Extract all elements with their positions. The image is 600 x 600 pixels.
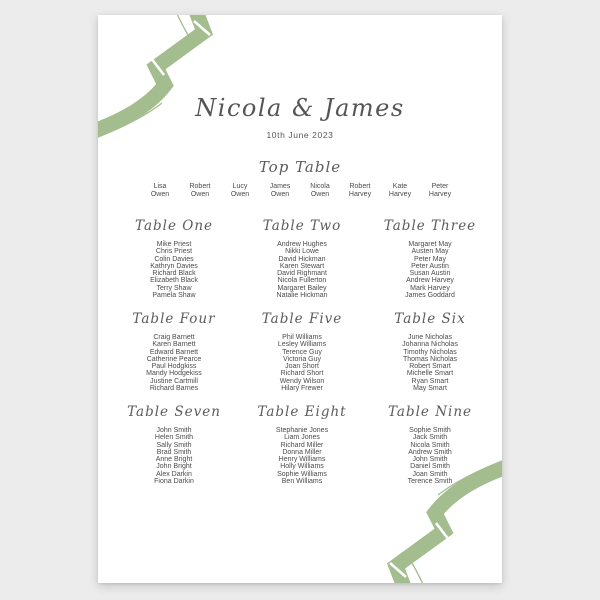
guest-name: Justine Cartmill xyxy=(150,377,198,385)
top-table-guest-row xyxy=(98,183,502,199)
guest-name: Richard Short xyxy=(280,370,324,378)
guest-name: Alex Darkin xyxy=(156,470,192,478)
guest-list xyxy=(366,241,494,299)
guest-name: Peter Austin xyxy=(411,262,449,270)
guest-name: Chris Priest xyxy=(155,248,193,256)
top-table-guest: Peter Harvey xyxy=(428,183,452,198)
guest-list xyxy=(110,241,238,299)
guest-name: Joan Short xyxy=(285,363,319,371)
guest-name: Donna Miller xyxy=(282,448,322,456)
guest-name: Sally Smith xyxy=(156,441,192,449)
guest-name: David Hickman xyxy=(278,255,326,263)
table-heading: Table One xyxy=(135,218,213,234)
guest-name: John Smith xyxy=(156,427,192,434)
wedding-date: 10th June 2023 xyxy=(266,130,334,140)
guest-name: Nikki Lowe xyxy=(285,248,319,256)
table-heading: Table Eight xyxy=(257,404,347,420)
guest-name: Helen Smith xyxy=(154,434,194,442)
guest-list xyxy=(110,427,238,485)
guest-name: Johanna Nicholas xyxy=(402,341,458,349)
table-block xyxy=(110,404,238,497)
guest-name: Hilary Frewer xyxy=(281,385,323,393)
guest-name: James Goddard xyxy=(405,292,455,300)
guest-name: Margaret Bailey xyxy=(277,284,327,292)
guest-name: Terence Smith xyxy=(407,478,453,486)
table-block xyxy=(366,404,494,497)
guest-name: Elizabeth Black xyxy=(150,277,198,285)
guest-name: Austen May xyxy=(411,248,449,256)
card-header xyxy=(98,95,502,140)
top-table-guest: Robert Owen xyxy=(189,183,211,198)
guest-name: Margaret May xyxy=(408,241,452,248)
guest-name: Edward Barnett xyxy=(149,348,199,356)
guest-name: Nicola Smith xyxy=(410,441,450,449)
table-plan-card xyxy=(98,15,502,583)
guest-name: John Smith xyxy=(412,456,448,464)
guest-name: Joan Smith xyxy=(412,470,448,478)
guest-name: Andrew Harvey xyxy=(406,277,454,285)
guest-list xyxy=(238,241,366,299)
top-table-guest: Kate Harvey xyxy=(388,183,412,198)
guest-name: Michelle Smart xyxy=(406,370,454,378)
guest-name: Andrew Hughes xyxy=(277,241,327,248)
guest-list xyxy=(238,334,366,392)
table-heading: Table Nine xyxy=(387,404,473,420)
guest-name: Thomas Nicholas xyxy=(402,355,458,363)
guest-name: Terry Shaw xyxy=(156,284,192,292)
table-heading: Table Four xyxy=(132,311,216,327)
guest-name: Sophie Williams xyxy=(277,470,327,478)
table-heading: Table Three xyxy=(383,218,477,234)
guest-name: Kathryn Davies xyxy=(150,262,198,270)
table-heading: Table Seven xyxy=(127,404,221,420)
top-table-section xyxy=(98,159,502,199)
tables-grid xyxy=(110,218,494,497)
table-block xyxy=(238,404,366,497)
guest-name: June Nicholas xyxy=(408,334,452,341)
table-block xyxy=(110,218,238,311)
table-block xyxy=(366,311,494,404)
top-table-guest: Lisa Owen xyxy=(150,183,170,198)
guest-name: Stephanie Jones xyxy=(275,427,329,434)
guest-name: Wendy Wilson xyxy=(279,377,325,385)
guest-name: Holly Williams xyxy=(280,463,324,471)
guest-name: Paul Hodgkiss xyxy=(151,363,197,371)
guest-name: Richard Miller xyxy=(280,441,324,449)
guest-name: Anne Bright xyxy=(155,456,193,464)
top-table-guest: Robert Harvey xyxy=(348,183,372,198)
couple-names-title: Nicola & James xyxy=(195,94,405,122)
guest-name: Fiona Darkin xyxy=(154,478,194,486)
table-heading: Table Six xyxy=(394,311,466,327)
guest-name: Ben Williams xyxy=(281,478,323,486)
guest-name: Mark Harvey xyxy=(410,284,450,292)
guest-list xyxy=(366,427,494,485)
guest-name: Phil Williams xyxy=(282,334,322,341)
guest-name: David Righmant xyxy=(277,270,327,278)
guest-name: Craig Barnett xyxy=(153,334,195,341)
guest-name: Nicola Fullerton xyxy=(277,277,327,285)
guest-name: May Smart xyxy=(413,385,447,393)
guest-name: Mandy Hodgekiss xyxy=(146,370,202,378)
guest-name: Lesley Williams xyxy=(277,341,327,349)
guest-name: Brad Smith xyxy=(156,448,192,456)
guest-name: Peter May xyxy=(414,255,446,263)
guest-name: Liam Jones xyxy=(284,434,320,442)
guest-name: Karen Stewart xyxy=(279,262,325,270)
table-block xyxy=(110,311,238,404)
guest-name: Colin Davies xyxy=(154,255,194,263)
table-heading: Table Two xyxy=(262,218,342,234)
top-table-guest: Lucy Owen xyxy=(230,183,250,198)
guest-name: Andrew Smith xyxy=(408,448,452,456)
table-block xyxy=(238,311,366,404)
guest-name: Sophie Smith xyxy=(409,427,451,434)
top-table-guest: James Owen xyxy=(269,183,291,198)
guest-name: Pamela Shaw xyxy=(152,292,196,300)
guest-name: Susan Austin xyxy=(409,270,451,278)
table-block xyxy=(238,218,366,311)
guest-list xyxy=(110,334,238,392)
top-table-guest: Nicola Owen xyxy=(310,183,330,198)
guest-name: Karen Barnett xyxy=(152,341,196,349)
guest-name: Mike Priest xyxy=(156,241,192,248)
guest-name: Daniel Smith xyxy=(410,463,450,471)
table-heading: Table Five xyxy=(261,311,343,327)
guest-name: Henry Williams xyxy=(278,456,326,464)
guest-name: Catherine Pearce xyxy=(146,355,202,363)
guest-name: Victoria Guy xyxy=(283,355,321,363)
guest-name: Terence Guy xyxy=(282,348,322,356)
top-table-heading: Top Table xyxy=(258,158,342,176)
guest-list xyxy=(238,427,366,485)
guest-name: John Bright xyxy=(156,463,192,471)
guest-name: Robert Smart xyxy=(409,363,451,371)
guest-name: Richard Barnes xyxy=(149,385,199,393)
guest-list xyxy=(366,334,494,392)
guest-name: Ryan Smart xyxy=(411,377,449,385)
guest-name: Richard Black xyxy=(152,270,196,278)
guest-name: Timothy Nicholas xyxy=(403,348,457,356)
guest-name: Natalie Hickman xyxy=(276,292,328,300)
guest-name: Jack Smith xyxy=(412,434,448,442)
table-block xyxy=(366,218,494,311)
